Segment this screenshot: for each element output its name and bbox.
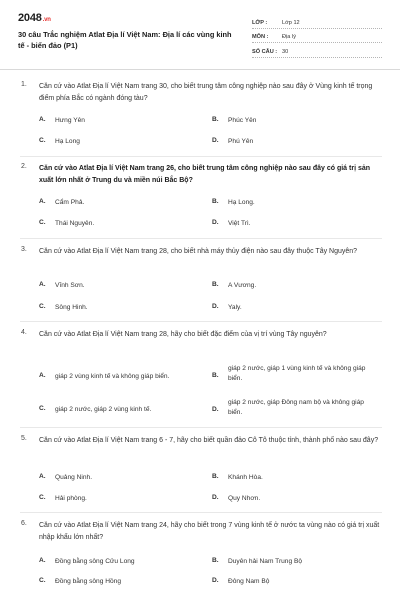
meta-key: SỐ CÂU :: [252, 48, 278, 55]
option-text: Vĩnh Sơn.: [55, 282, 85, 289]
option-d[interactable]: [212, 398, 382, 418]
option-text: Đồng bằng sông Cửu Long: [55, 558, 135, 565]
option-text: Đồng bằng sông Hồng: [55, 578, 121, 585]
option-text: giáp 2 nước, giáp 2 vùng kinh tế.: [55, 406, 152, 413]
option-letter: B.: [212, 198, 219, 205]
option-text: Hưng Yên: [55, 117, 85, 124]
meta-value: Địa lý: [282, 34, 296, 40]
option-c[interactable]: [39, 137, 80, 147]
option-text: Cẩm Phả.: [55, 199, 85, 206]
option-c[interactable]: [39, 303, 88, 313]
option-letter: A.: [39, 281, 46, 288]
option-c[interactable]: [39, 494, 87, 504]
option-text: giáp 2 nước, giáp 1 vùng kinh tế và không giáp biển.: [228, 365, 366, 382]
logo-text: 2048: [18, 12, 42, 24]
option-c[interactable]: [39, 219, 94, 229]
option-text: Phú Yên: [228, 138, 254, 145]
option-a[interactable]: [39, 557, 135, 567]
option-text: Hạ Long.: [228, 199, 255, 206]
option-d[interactable]: [212, 303, 242, 313]
option-d[interactable]: [212, 494, 260, 504]
option-c[interactable]: [39, 405, 204, 415]
question-text: Căn cứ vào Atlat Địa lí Việt Nam trang 30, cho biết trung tâm công nghiệp nào sau đây ở Vùng kinh tế trọng điểm phía Bắc có ngành đóng tàu?: [39, 83, 373, 102]
option-d[interactable]: [212, 577, 269, 587]
option-text: Quảng Ninh.: [55, 474, 93, 481]
option-c[interactable]: [39, 577, 121, 587]
option-letter: C.: [39, 405, 46, 412]
option-d[interactable]: [212, 219, 251, 229]
question-number: 5.: [21, 435, 27, 442]
option-letter: D.: [212, 406, 219, 413]
quiz-meta: [252, 14, 382, 58]
option-letter: D.: [212, 577, 219, 584]
option-d[interactable]: [212, 137, 253, 147]
option-text: A Vương.: [228, 282, 257, 289]
option-text: Sông Hinh.: [55, 304, 88, 311]
option-text: Hạ Long: [55, 138, 80, 145]
option-letter: A.: [39, 557, 46, 564]
option-text: Yaly.: [228, 304, 242, 311]
option-b[interactable]: [212, 364, 382, 384]
option-text: Hải phòng.: [55, 495, 87, 502]
question-divider: [20, 156, 382, 157]
page-header: [0, 0, 400, 66]
question-text: Căn cứ vào Atlat Địa lí Việt Nam trang 24, hãy cho biết trong 7 vùng kinh tế ở nước ta vùng nào có giá trị xuất nhập khẩu lớn nhất?: [39, 522, 380, 541]
option-a[interactable]: [39, 198, 84, 208]
meta-value: 30: [282, 48, 289, 55]
question-divider: [20, 512, 382, 513]
option-b[interactable]: [212, 473, 263, 483]
option-text: giáp 2 vùng kinh tế và không giáp biển.: [55, 373, 170, 380]
question-divider: [20, 238, 382, 239]
option-letter: B.: [212, 473, 219, 480]
header-divider: [0, 69, 400, 70]
option-text: Thái Nguyên.: [55, 220, 95, 227]
quiz-title: 30 câu Trắc nghiệm Atlat Địa lí Việt Nam: Địa lí các vùng kinh tế - biển đảo (P1): [18, 30, 232, 50]
option-text: Duyên hải Nam Trung Bộ: [228, 558, 303, 565]
meta-key: LỚP :: [252, 19, 268, 26]
option-letter: D.: [212, 303, 219, 310]
option-a[interactable]: [39, 116, 85, 126]
site-logo[interactable]: [18, 12, 51, 24]
question-number: 3.: [21, 246, 27, 253]
option-letter: D.: [212, 494, 219, 501]
option-letter: C.: [39, 494, 46, 501]
option-a[interactable]: [39, 473, 92, 483]
question-number: 2.: [21, 163, 27, 170]
question-divider: [20, 427, 382, 428]
option-text: Khánh Hòa.: [228, 474, 263, 481]
option-text: Phúc Yên: [228, 117, 257, 124]
meta-key: MÔN :: [252, 34, 269, 40]
option-letter: D.: [212, 219, 219, 226]
option-letter: B.: [212, 116, 219, 123]
option-b[interactable]: [212, 281, 256, 291]
option-b[interactable]: [212, 198, 255, 208]
option-text: giáp 2 nước, giáp Đông nam bộ và không giáp biển.: [228, 399, 364, 416]
logo-suffix: .vn: [42, 17, 51, 23]
option-letter: C.: [39, 219, 46, 226]
meta-value: Lớp 12: [282, 19, 300, 26]
option-letter: B.: [212, 557, 219, 564]
option-letter: B.: [212, 281, 219, 288]
option-letter: C.: [39, 303, 46, 310]
question-number: 6.: [21, 520, 27, 527]
option-b[interactable]: [212, 557, 302, 567]
option-letter: A.: [39, 116, 46, 123]
option-a[interactable]: [39, 372, 204, 382]
question-divider: [20, 321, 382, 322]
option-letter: B.: [212, 372, 219, 379]
question-text: Căn cứ vào Atlat Địa lí Việt Nam trang 28, cho biết nhà máy thủy điện nào sau đây thuộc Tây Nguyên?: [39, 248, 358, 255]
option-letter: A.: [39, 372, 46, 379]
meta-row-class: [252, 14, 382, 29]
option-text: Việt Trì.: [228, 220, 251, 227]
option-b[interactable]: [212, 116, 256, 126]
option-letter: D.: [212, 137, 219, 144]
question-text: Căn cứ vào Atlat Địa lí Việt Nam trang 28, hãy cho biết đặc điểm của vị trí vùng Tây nguyên?: [39, 331, 327, 338]
question-text: Căn cứ vào Atlat Địa lí Việt Nam trang 26, cho biết trung tâm công nghiệp nào sau đây có giá trị sản xuất lớn nhất ở Trung du và miền núi Bắc Bộ?: [39, 165, 371, 184]
meta-row-count: [252, 43, 382, 58]
option-a[interactable]: [39, 281, 85, 291]
question-number: 1.: [21, 81, 27, 88]
question-number: 4.: [21, 329, 27, 336]
option-text: Đông Nam Bộ: [228, 578, 270, 585]
meta-row-subject: [252, 29, 382, 44]
option-letter: A.: [39, 198, 46, 205]
option-text: Quy Nhơn.: [228, 495, 261, 502]
option-letter: A.: [39, 473, 46, 480]
option-letter: C.: [39, 137, 46, 144]
option-letter: C.: [39, 577, 46, 584]
question-text: Căn cứ vào Atlat Địa lí Việt Nam trang 6 - 7, hãy cho biết quần đảo Cô Tô thuộc tỉnh, thành phố nào sau đây?: [39, 437, 379, 444]
